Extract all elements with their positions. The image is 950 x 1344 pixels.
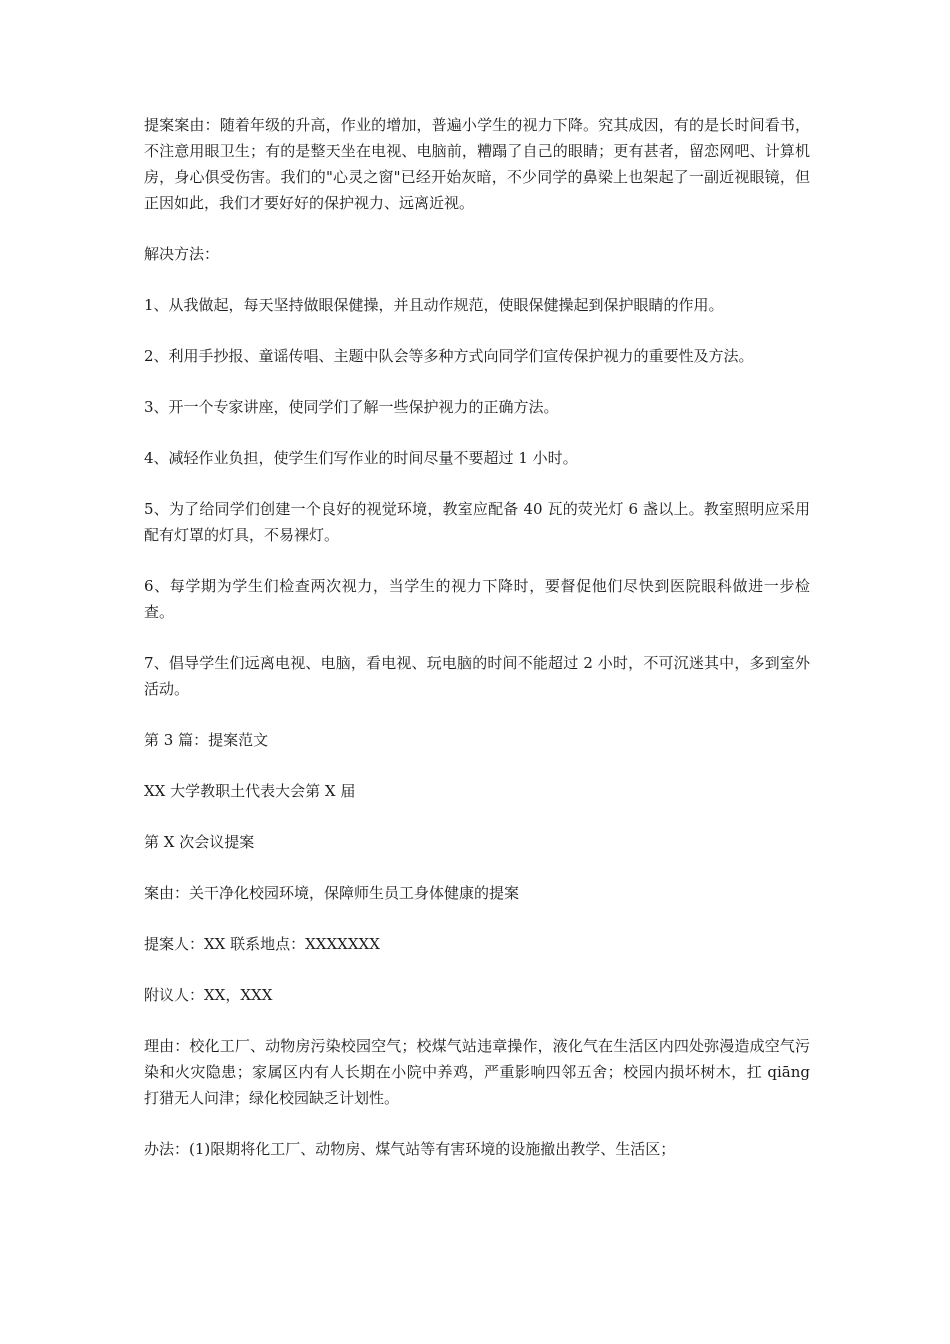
solution-item-1: 1、从我做起，每天坚持做眼保健操，并且动作规范，使眼保健操起到保护眼睛的作用。 [144, 296, 724, 314]
solution-item-6: 6、每学期为学生们检查两次视力，当学生的视力下降时，要督促他们尽快到医院眼科做进一步检查。 [144, 577, 810, 621]
reason-paragraph: 理由：校化工厂、动物房污染校园空气；校煤气站违章操作，液化气在生活区内四处弥漫造成空气污染和火灾隐患；家属区内有人长期在小院中养鸡，严重影响四邻五舍；校园内损坏树木，扛 qiāng 打猎无人问津；绿化校园缺乏计划性。 [144, 1037, 810, 1107]
solution-item-7: 7、倡导学生们远离电视、电脑，看电视、玩电脑的时间不能超过 2 小时，不可沉迷其中，多到室外活动。 [144, 654, 810, 698]
solution-item-4: 4、减轻作业负担，使学生们写作业的时间尽量不要超过 1 小时。 [144, 449, 578, 467]
solution-item-3: 3、开一个专家讲座，使同学们了解一些保护视力的正确方法。 [144, 398, 559, 416]
congress-title: XX 大学教职土代表大会第 X 届 [144, 782, 356, 800]
meeting-title: 第 X 次会议提案 [144, 833, 255, 851]
document-body [144, 112, 810, 1187]
section-title: 第 3 篇：提案范文 [144, 731, 269, 749]
seconder-line: 附议人：XX，XXX [144, 986, 273, 1004]
proposal-subject: 案由：关干净化校园环境，保障师生员工身体健康的提案 [144, 884, 520, 902]
measures-paragraph: 办法：(1)限期将化工厂、动物房、煤气站等有害环境的设施撤出教学、生活区； [144, 1140, 676, 1158]
case-reason-paragraph: 提案案由：随着年级的升高，作业的增加，普遍小学生的视力下降。究其成因，有的是长时间看书，不注意用眼卫生；有的是整天坐在电视、电脑前，糟蹋了自己的眼睛；更有甚者，留恋网吧、计算机房，身心俱受伤害。我们的"心灵之窗"已经开始灰暗，不少同学的鼻梁上也架起了一副近视眼镜，但正因如此，我们才要好好的保护视力、远离近视。 [144, 116, 810, 212]
solution-item-2: 2、利用手抄报、童谣传唱、主题中队会等多种方式向同学们宣传保护视力的重要性及方法。 [144, 347, 754, 365]
proposer-line: 提案人：XX 联系地点：XXXXXXX [144, 935, 380, 953]
solutions-heading: 解决方法： [144, 245, 220, 263]
solution-item-5: 5、为了给同学们创建一个良好的视觉环境，教室应配备 40 瓦的荧光灯 6 盏以上。教室照明应采用配有灯罩的灯具，不易裸灯。 [144, 500, 810, 544]
